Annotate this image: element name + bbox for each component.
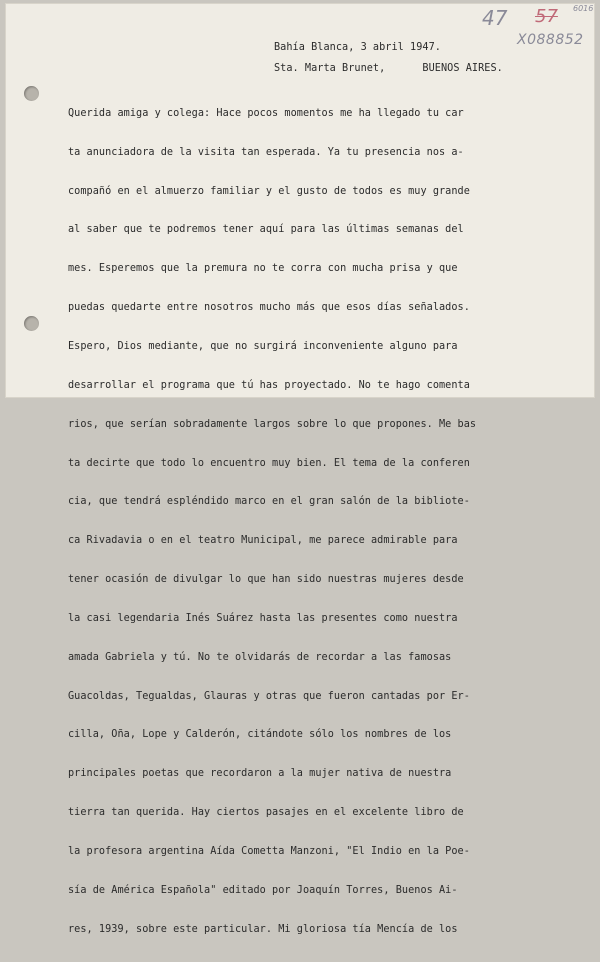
letter-sheet	[6, 4, 594, 935]
body-line: al saber que te podremos tener aquí para las últimas semanas del	[68, 224, 464, 236]
body-line: la profesora argentina Aída Cometta Manzoni, "El Indio en la Poe-	[68, 845, 470, 857]
body-line: Querida amiga y colega: Hace pocos momentos me ha llegado tu car	[68, 107, 464, 119]
body-line: principales poetas que recordaron a la mujer nativa de nuestra	[68, 768, 452, 780]
body-line: cilla, Oña, Lope y Calderón, citándote sólo los nombres de los	[68, 729, 452, 741]
body-line: Espero, Dios mediante, que no surgirá inconveniente alguno para	[68, 340, 458, 352]
letter-body	[68, 82, 476, 962]
body-line: compañó en el almuerzo familiar y el gusto de todos es muy grande	[68, 185, 470, 197]
recipient-name: Sta. Marta Brunet,	[274, 63, 386, 74]
body-line: ta decirte que todo lo encuentro muy bien. El tema de la conferen	[68, 457, 470, 469]
punch-hole-top	[24, 86, 39, 101]
body-line: res, 1939, sobre este particular. Mi gloriosa tía Mencía de los	[68, 923, 458, 935]
archive-catalog-number: X088852	[517, 32, 584, 48]
date-line: Bahía Blanca, 3 abril 1947.	[274, 42, 441, 53]
body-line: mes. Esperemos que la premura no te corra con mucha prisa y que	[68, 263, 458, 275]
body-line: tener ocasión de divulgar lo que han sido nuestras mujeres desde	[68, 574, 464, 586]
archive-number-b: 57	[535, 6, 558, 27]
recipient-line	[274, 63, 503, 76]
body-line: la casi legendaria Inés Suárez hasta las presentes como nuestra	[68, 612, 458, 624]
recipient-city: BUENOS AIRES.	[422, 63, 503, 74]
body-line: ca Rivadavia o en el teatro Municipal, me parece admirable para	[68, 535, 458, 547]
body-line: sía de América Española" editado por Joaquín Torres, Buenos Ai-	[68, 884, 458, 896]
archive-number-c: 6016	[573, 4, 594, 13]
body-line: rios, que serían sobradamente largos sobre lo que propones. Me bas	[68, 418, 477, 430]
body-line: amada Gabriela y tú. No te olvidarás de recordar a las famosas	[68, 651, 452, 663]
body-line: ta anunciadora de la visita tan esperada. Ya tu presencia nos a-	[68, 146, 464, 158]
body-line: Guacoldas, Tegualdas, Glauras y otras que fueron cantadas por Er-	[68, 690, 470, 702]
body-line: cia, que tendrá espléndido marco en el gran salón de la bibliote-	[68, 496, 470, 508]
body-line: puedas quedarte entre nosotros mucho más que esos días señalados.	[68, 302, 470, 314]
body-line: desarrollar el programa que tú has proyectado. No te hago comenta	[68, 379, 470, 391]
punch-hole-bottom	[24, 316, 39, 331]
body-line: tierra tan querida. Hay ciertos pasajes en el excelente libro de	[68, 807, 464, 819]
archive-number-a: 47	[482, 6, 508, 30]
